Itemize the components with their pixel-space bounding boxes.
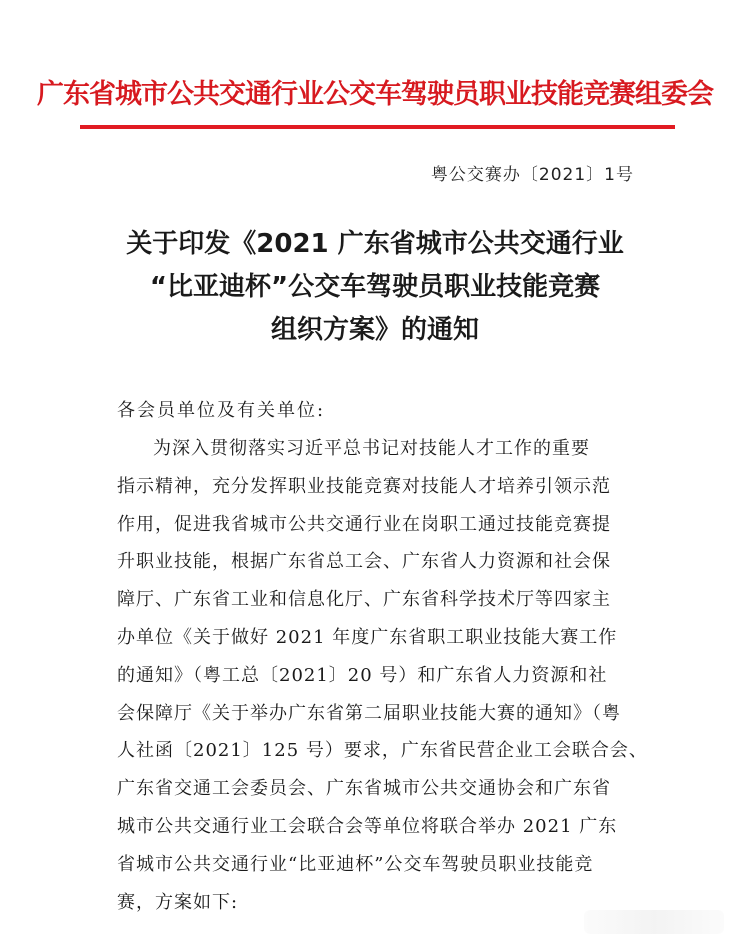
document-title — [0, 223, 750, 352]
body-line: 办单位《关于做好 2021 年度广东省职工职业技能大赛工作 — [117, 626, 618, 648]
salutation: 各会员单位及有关单位: — [117, 400, 326, 421]
body-line: 人社函〔2021〕125 号）要求，广东省民营企业工会联合会、 — [117, 740, 648, 762]
letterhead-red-rule — [80, 125, 675, 129]
body-line: 的通知》（粤工总〔2021〕20 号）和广东省人力资源和社 — [117, 664, 608, 686]
document-number: 粤公交赛办〔2021〕1号 — [430, 165, 634, 185]
body-line: 障厅、广东省工业和信息化厅、广东省科学技术厅等四家主 — [117, 589, 611, 611]
title-line: “比亚迪杯”公交车驾驶员职业技能竞赛 — [149, 272, 601, 302]
body-line: 为深入贯彻落实习近平总书记对技能人才工作的重要 — [153, 438, 590, 459]
body-line: 指示精神，充分发挥职业技能竞赛对技能人才培养引领示范 — [117, 475, 611, 497]
watermark-logo — [584, 910, 724, 934]
body-line: 升职业技能，根据广东省总工会、广东省人力资源和社会保 — [117, 551, 611, 573]
body-line: 广东省交通工会委员会、广东省城市公共交通协会和广东省 — [117, 778, 611, 800]
title-line: 组织方案》的通知 — [270, 315, 479, 345]
body-line: 会保障厅《关于举办广东省第二届职业技能大赛的通知》（粤 — [117, 702, 621, 724]
title-line: 关于印发《2021 广东省城市公共交通行业 — [126, 229, 624, 259]
body-line: 城市公共交通行业工会联合会等单位将联合举办 2021 广东 — [117, 815, 618, 837]
body-line: 省城市公共交通行业“比亚迪杯”公交车驾驶员职业技能竞 — [117, 853, 594, 875]
body-paragraph — [117, 430, 657, 921]
body-line: 作用，促进我省城市公共交通行业在岗职工通过技能竞赛提 — [117, 513, 611, 535]
letterhead-org-name: 广东省城市公共交通行业公交车驾驶员职业技能竞赛组委会 — [37, 79, 713, 110]
body-line: 赛，方案如下: — [117, 891, 239, 913]
